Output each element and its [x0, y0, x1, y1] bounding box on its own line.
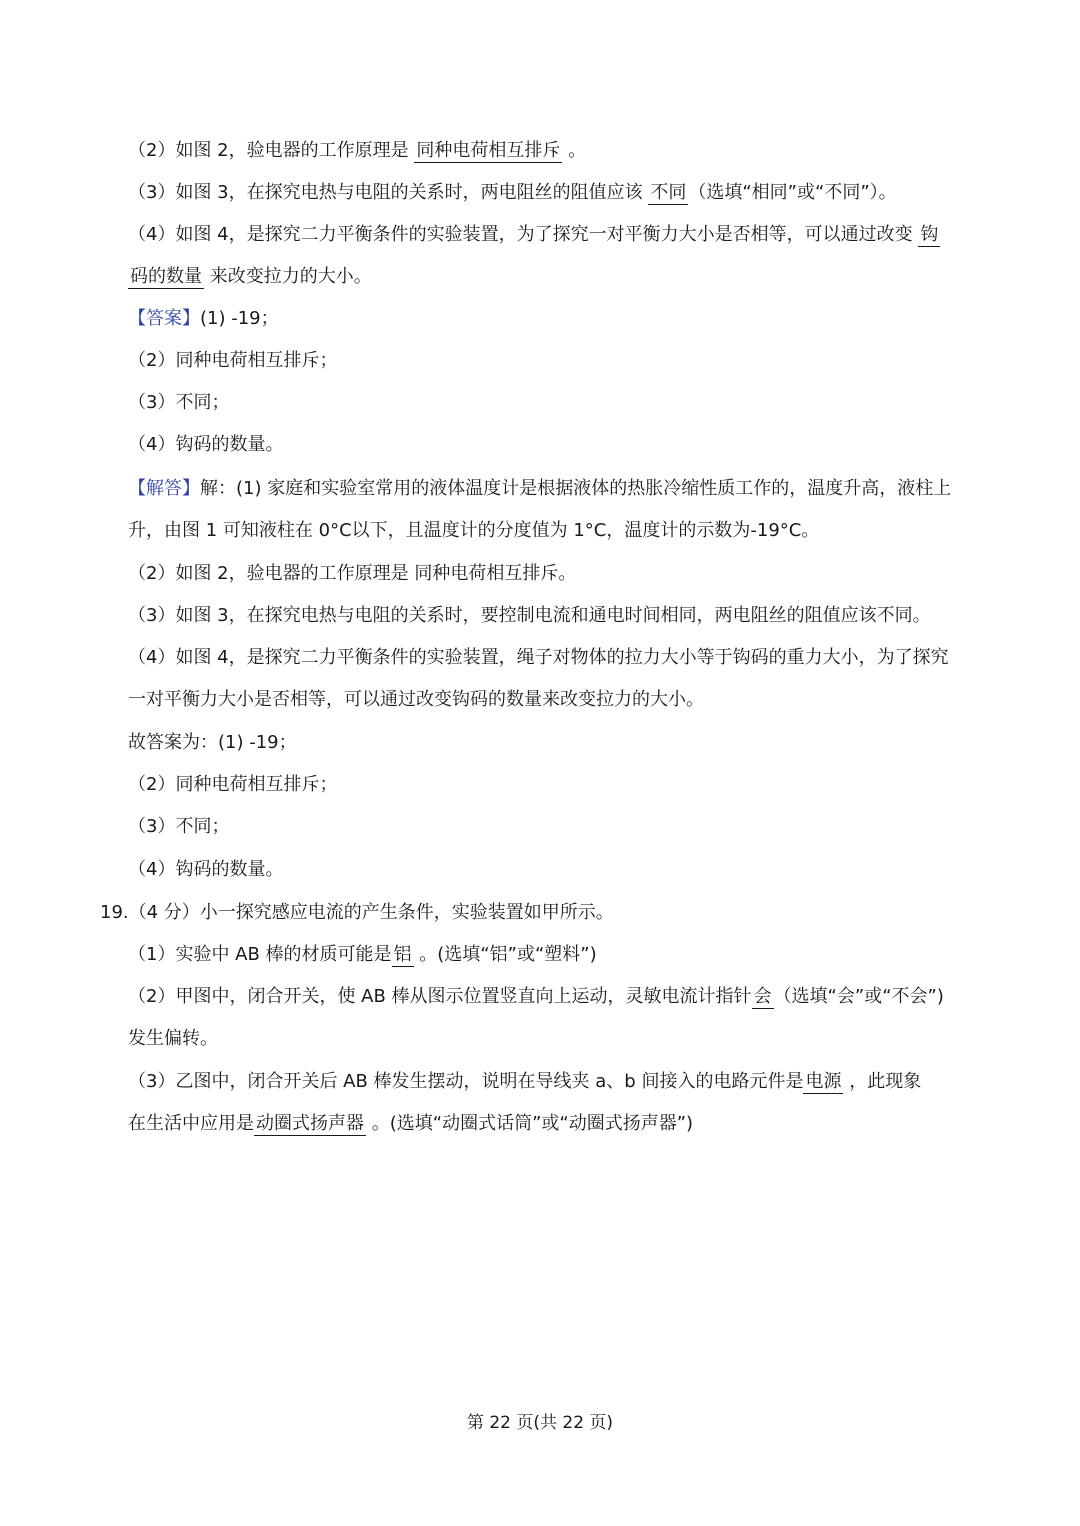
solution-line-3: （3）如图 3，在探究电热与电阻的关系时，要控制电流和通电时间相同，两电阻丝的阻值应该不同。	[128, 605, 931, 626]
blank-answer: 同种电荷相互排斥	[416, 140, 561, 161]
solution-line-4b: 一对平衡力大小是否相等，可以通过改变钩码的数量来改变拉力的大小。	[128, 689, 704, 710]
solution-line-1b: 升，由图 1 可知液柱在 0°C以下，且温度计的分度值为 1°C，温度计的示数为-19°C。	[128, 520, 820, 541]
question-19-part-2: （2）甲图中，闭合开关，使 AB 棒从图示位置竖直向上运动，灵敏电流计指针会（选填“会”或“不会”)	[128, 986, 944, 1007]
line-q2-electroscope: （2）如图 2，验电器的工作原理是 同种电荷相互排斥 。	[128, 140, 587, 161]
final-answer-heading: 故答案为：(1) -19；	[128, 732, 297, 753]
question-19-part-2-cont: 发生偏转。	[128, 1028, 218, 1049]
line-q4-balance-cont: 码的数量 来改变拉力的大小。	[130, 266, 372, 287]
blank-answer: 铝	[393, 944, 412, 965]
solution-line-2: （2）如图 2，验电器的工作原理是 同种电荷相互排斥。	[128, 563, 577, 584]
blank-answer: 会	[753, 986, 772, 1007]
answer-heading: 【答案】(1) -19；	[128, 308, 279, 329]
solution-label: 【解答】	[128, 478, 200, 499]
line-q4-balance: （4）如图 4，是探究二力平衡条件的实验装置，为了探究一对平衡力大小是否相等，可以通过改变 钩	[128, 224, 939, 245]
question-19-part-3-cont: 在生活中应用是动圈式扬声器 。(选填“动圈式话筒”或“动圈式扬声器”)	[128, 1113, 694, 1134]
blank-answer: 不同	[650, 182, 687, 203]
blank-answer: 动圈式扬声器	[256, 1113, 364, 1134]
solution-heading: 【解答】解：(1) 家庭和实验室常用的液体温度计是根据液体的热胀冷缩性质工作的，温度升高，液柱上	[128, 478, 952, 499]
blank-answer: 电源	[805, 1071, 842, 1092]
final-answer-line-4: （4）钩码的数量。	[128, 859, 284, 880]
blank-answer: 码的数量	[130, 266, 202, 287]
line-q3-resistance: （3）如图 3，在探究电热与电阻的关系时，两电阻丝的阻值应该 不同（选填“相同”或“不同”）。	[128, 182, 897, 203]
blank-answer: 钩	[920, 224, 939, 245]
final-answer-line-2: （2）同种电荷相互排斥；	[128, 774, 338, 795]
answer-line-3: （3）不同；	[128, 392, 230, 413]
answer-line-4: （4）钩码的数量。	[128, 434, 284, 455]
question-19-stem: 19.（4 分）小一探究感应电流的产生条件，实验装置如甲所示。	[100, 902, 614, 923]
solution-line-4: （4）如图 4，是探究二力平衡条件的实验装置，绳子对物体的拉力大小等于钩码的重力大小，为了探究	[128, 647, 949, 668]
answer-line-2: （2）同种电荷相互排斥；	[128, 350, 338, 371]
final-answer-line-3: （3）不同；	[128, 816, 230, 837]
answer-label: 【答案】	[128, 308, 200, 329]
question-19-part-3: （3）乙图中，闭合开关后 AB 棒发生摆动，说明在导线夹 a、b 间接入的电路元件是电源 ，此现象	[128, 1071, 922, 1092]
question-19-part-1: （1）实验中 AB 棒的材质可能是铝 。(选填“铝”或“塑料”)	[128, 944, 597, 965]
page-footer: 第 22 页(共 22 页)	[466, 1413, 614, 1433]
